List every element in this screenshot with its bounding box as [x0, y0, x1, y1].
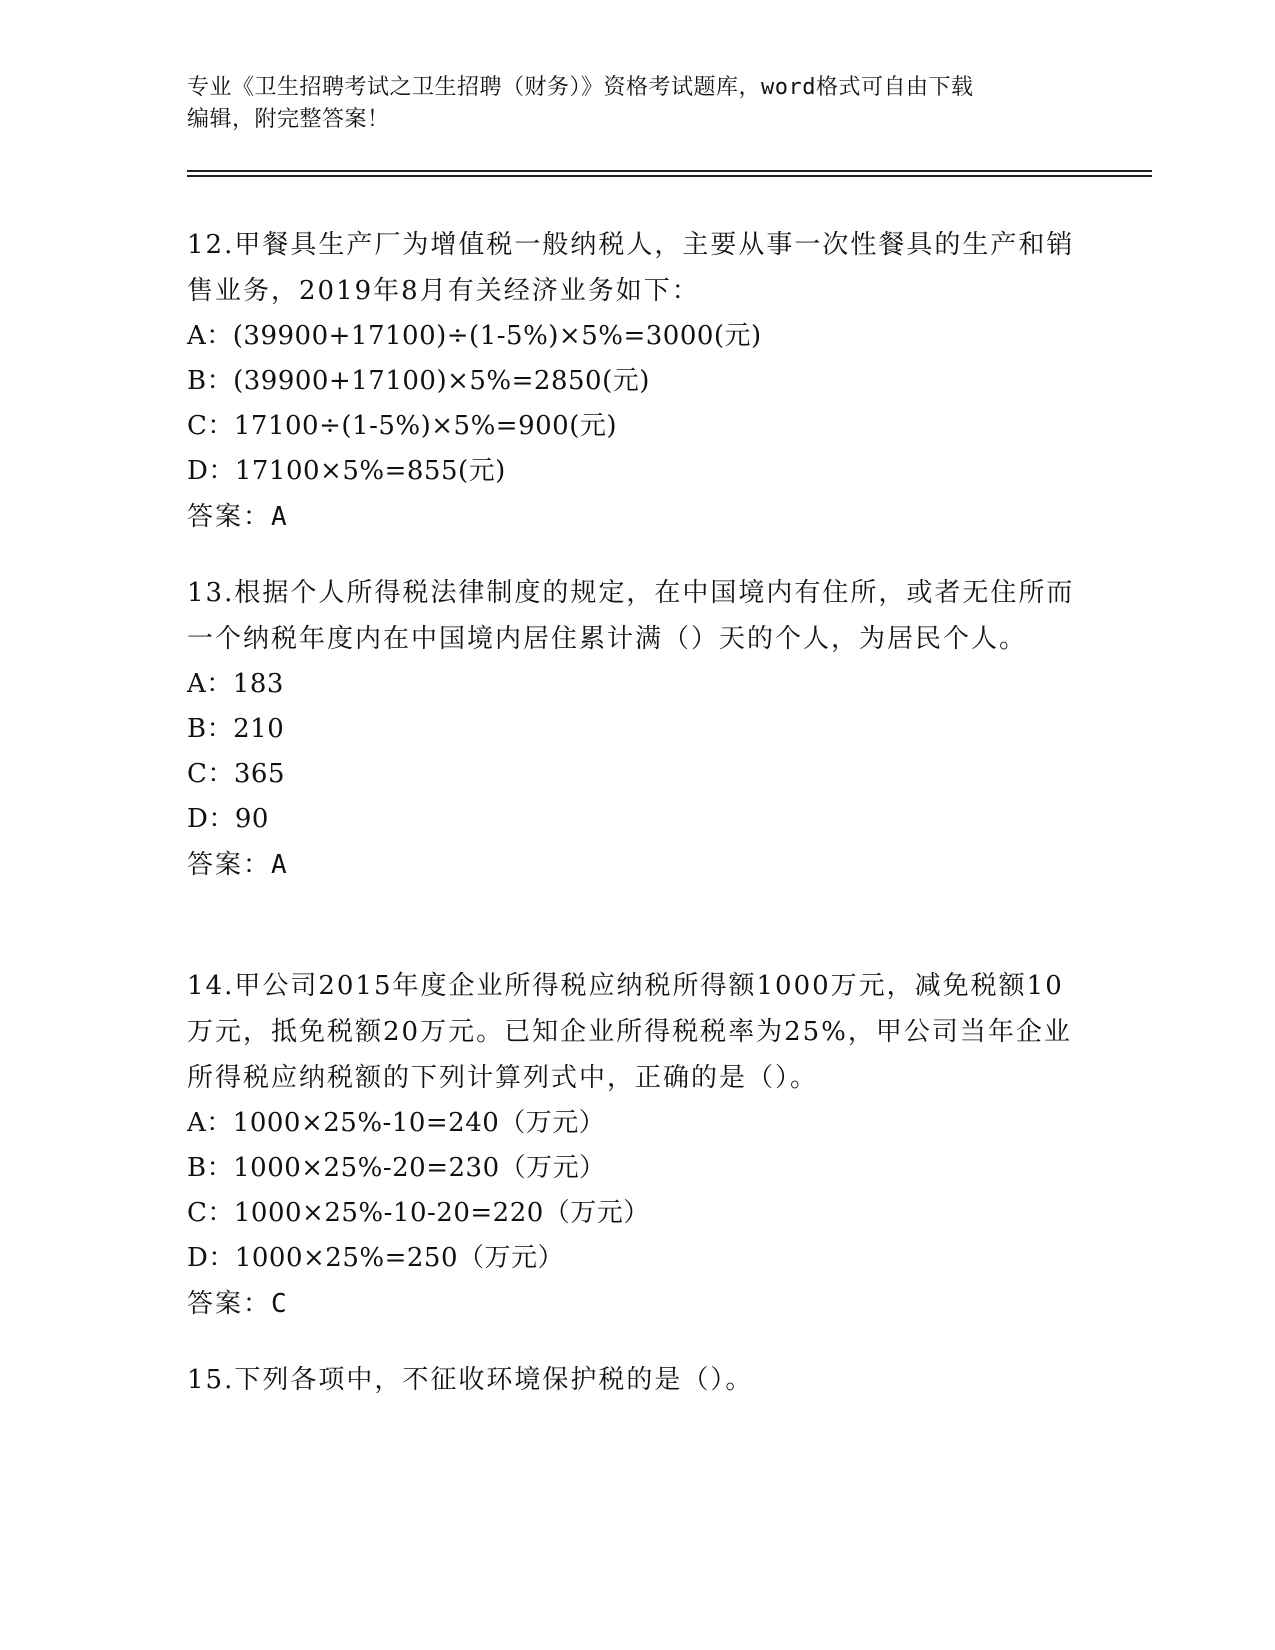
answer	[187, 494, 1087, 540]
question-stem: 13.根据个人所得税法律制度的规定，在中国境内有住所，或者无住所而一个纳税年度内在中国境内居住累计满（）天的个人，为居民个人。	[187, 578, 1075, 654]
answer-value: A	[271, 502, 289, 532]
header-divider-top	[187, 170, 1152, 172]
question-stem: 14.甲公司2015年度企业所得税应纳税所得额1000万元，减免税额10万元，抵免税额20万元。已知企业所得税税率为25%，甲公司当年企业所得税应纳税额的下列计算列式中，正确的是（）。	[187, 971, 1072, 1093]
page-header	[187, 72, 1067, 136]
answer	[187, 1281, 1087, 1327]
option-a: A：183	[187, 669, 284, 699]
question-15	[187, 1357, 1087, 1403]
question-stem: 12.甲餐具生产厂为增值税一般纳税人，主要从事一次性餐具的生产和销售业务，2019年8月有关经济业务如下：	[187, 230, 1075, 306]
answer-value: A	[271, 850, 289, 880]
option-c: C：1000×25%-10-20=220（万元）	[187, 1198, 650, 1228]
option-c: C：17100÷(1-5%)×5%=900(元)	[187, 411, 617, 441]
header-line-2: 编辑，附完整答案！	[187, 107, 390, 132]
answer-value: C	[271, 1289, 289, 1319]
answer-label: 答案：	[187, 1289, 272, 1319]
answer	[187, 842, 1087, 888]
question-12	[187, 222, 1087, 540]
option-d: D：17100×5%=855(元)	[187, 456, 506, 486]
header-line-1: 专业《卫生招聘考试之卫生招聘（财务）》资格考试题库，word格式可自由下载	[187, 75, 974, 100]
option-d: D：1000×25%=250（万元）	[187, 1243, 564, 1273]
question-14	[187, 963, 1087, 1327]
option-c: C：365	[187, 759, 286, 789]
question-13	[187, 570, 1087, 888]
question-stem: 15.下列各项中，不征收环境保护税的是（）。	[187, 1365, 754, 1395]
option-a: A：(39900+17100)÷(1-5%)×5%=3000(元)	[187, 321, 762, 351]
answer-label: 答案：	[187, 502, 272, 532]
option-b: B：210	[187, 714, 285, 744]
header-divider-bottom	[187, 175, 1152, 177]
option-d: D：90	[187, 804, 269, 834]
option-a: A：1000×25%-10=240（万元）	[187, 1108, 606, 1138]
answer-label: 答案：	[187, 850, 272, 880]
option-b: B：1000×25%-20=230（万元）	[187, 1153, 606, 1183]
option-b: B：(39900+17100)×5%=2850(元)	[187, 366, 650, 396]
